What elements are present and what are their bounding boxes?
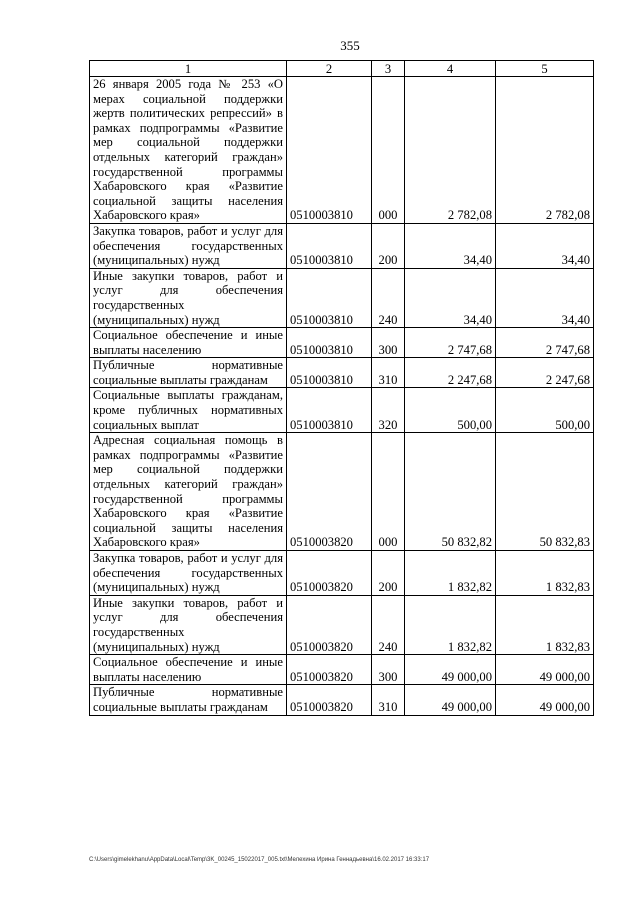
row-value-col4-cell: 49 000,00 xyxy=(405,655,496,685)
row-value-col4-cell: 500,00 xyxy=(405,388,496,433)
row-type-cell: 240 xyxy=(372,595,405,654)
table-row xyxy=(90,655,594,685)
table-row xyxy=(90,388,594,433)
row-name-cell: Иные закупки товаров, работ и услуг для обеспечения государственных (муниципальных) нужд xyxy=(90,268,287,327)
row-value-col5-cell: 2 747,68 xyxy=(496,328,594,358)
row-name-cell: Иные закупки товаров, работ и услуг для обеспечения государственных (муниципальных) нужд xyxy=(90,595,287,654)
row-code-cell: 0510003820 xyxy=(287,433,372,551)
row-value-col5-cell: 49 000,00 xyxy=(496,655,594,685)
row-value-col4-cell: 50 832,82 xyxy=(405,433,496,551)
column-header-3: 3 xyxy=(372,61,405,77)
row-code-cell: 0510003820 xyxy=(287,655,372,685)
row-value-col5-cell: 50 832,83 xyxy=(496,433,594,551)
row-value-col5-cell: 1 832,83 xyxy=(496,595,594,654)
budget-table xyxy=(89,60,594,716)
row-value-col4-cell: 2 747,68 xyxy=(405,328,496,358)
footer-file-path: C:\Users\gimelekhanu\AppData\Local\Temp\3K_00245_15022017_005.txt\Мелехина Ирина Геннадьевна\16.02.2017 16:33:17 xyxy=(89,857,430,863)
row-value-col4-cell: 1 832,82 xyxy=(405,595,496,654)
row-code-cell: 0510003810 xyxy=(287,328,372,358)
row-type-cell: 310 xyxy=(372,358,405,388)
column-header-2: 2 xyxy=(287,61,372,77)
row-value-col5-cell: 2 247,68 xyxy=(496,358,594,388)
row-code-cell: 0510003820 xyxy=(287,595,372,654)
row-value-col5-cell: 2 782,08 xyxy=(496,77,594,224)
row-value-col4-cell: 34,40 xyxy=(405,223,496,268)
column-header-5: 5 xyxy=(496,61,594,77)
row-type-cell: 320 xyxy=(372,388,405,433)
row-type-cell: 300 xyxy=(372,655,405,685)
row-type-cell: 240 xyxy=(372,268,405,327)
row-name-cell: Публичные нормативные социальные выплаты гражданам xyxy=(90,358,287,388)
row-value-col5-cell: 34,40 xyxy=(496,223,594,268)
row-name-cell: Социальные выплаты гражданам, кроме публичных нормативных социальных выплат xyxy=(90,388,287,433)
row-value-col5-cell: 49 000,00 xyxy=(496,685,594,715)
table-row xyxy=(90,358,594,388)
row-value-col4-cell: 2 247,68 xyxy=(405,358,496,388)
row-value-col4-cell: 2 782,08 xyxy=(405,77,496,224)
table-row xyxy=(90,77,594,224)
column-header-4: 4 xyxy=(405,61,496,77)
page-number: 355 xyxy=(340,38,360,53)
row-code-cell: 0510003820 xyxy=(287,551,372,596)
table-row xyxy=(90,685,594,715)
row-name-cell: Социальное обеспечение и иные выплаты населению xyxy=(90,655,287,685)
row-code-cell: 0510003810 xyxy=(287,268,372,327)
row-type-cell: 300 xyxy=(372,328,405,358)
row-type-cell: 200 xyxy=(372,223,405,268)
row-code-cell: 0510003810 xyxy=(287,77,372,224)
table-row xyxy=(90,433,594,551)
row-value-col5-cell: 500,00 xyxy=(496,388,594,433)
table-row xyxy=(90,223,594,268)
row-type-cell: 000 xyxy=(372,77,405,224)
table-row xyxy=(90,595,594,654)
row-type-cell: 310 xyxy=(372,685,405,715)
row-type-cell: 200 xyxy=(372,551,405,596)
row-code-cell: 0510003810 xyxy=(287,388,372,433)
row-name-cell: Адресная социальная помощь в рамках подпрограммы «Развитие мер социальной поддержки отдельных категорий граждан» государственной программы Хабаровского края «Развитие социальной защиты населения Хабаровского края» xyxy=(90,433,287,551)
row-code-cell: 0510003820 xyxy=(287,685,372,715)
row-name-cell: Закупка товаров, работ и услуг для обеспечения государственных (муниципальных) нужд xyxy=(90,551,287,596)
row-code-cell: 0510003810 xyxy=(287,358,372,388)
row-value-col5-cell: 34,40 xyxy=(496,268,594,327)
table-row xyxy=(90,268,594,327)
table-row xyxy=(90,328,594,358)
row-code-cell: 0510003810 xyxy=(287,223,372,268)
row-name-cell: Социальное обеспечение и иные выплаты населению xyxy=(90,328,287,358)
table-header-row xyxy=(90,61,594,77)
row-name-cell: Закупка товаров, работ и услуг для обеспечения государственных (муниципальных) нужд xyxy=(90,223,287,268)
row-type-cell: 000 xyxy=(372,433,405,551)
row-value-col5-cell: 1 832,83 xyxy=(496,551,594,596)
row-value-col4-cell: 34,40 xyxy=(405,268,496,327)
row-value-col4-cell: 1 832,82 xyxy=(405,551,496,596)
row-name-cell: 26 января 2005 года № 253 «О мерах социальной поддержки жертв политических репрессий» в рамках подпрограммы «Развитие мер социальной поддержки отдельных категорий граждан» государственной программы Хабаровского края «Развитие социальной защиты населения Хабаровского края» xyxy=(90,77,287,224)
row-name-cell: Публичные нормативные социальные выплаты гражданам xyxy=(90,685,287,715)
column-header-1: 1 xyxy=(90,61,287,77)
row-value-col4-cell: 49 000,00 xyxy=(405,685,496,715)
table-row xyxy=(90,551,594,596)
